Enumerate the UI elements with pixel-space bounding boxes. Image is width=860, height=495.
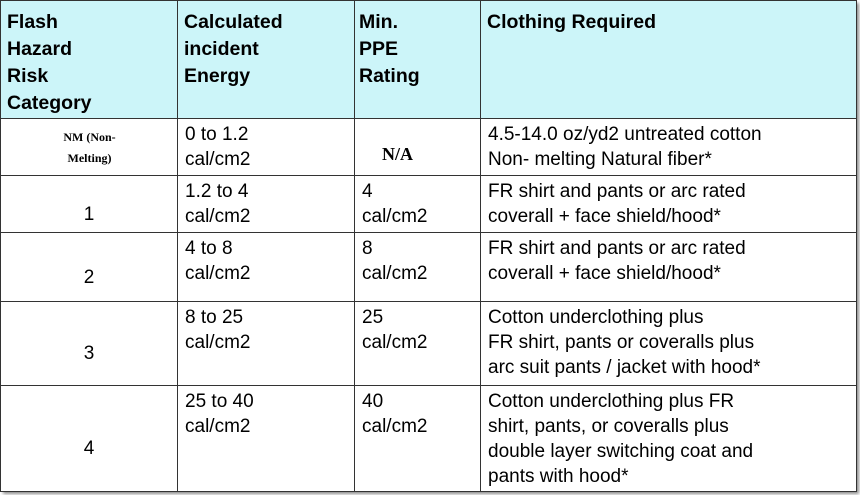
energy-cell: 0 to 1.2 cal/cm2 [178, 119, 355, 176]
category-cell: 2 [1, 233, 178, 302]
table-row [1, 233, 857, 302]
energy-cell: 25 to 40 cal/cm2 [178, 386, 355, 492]
category-cell: 1 [1, 176, 178, 233]
energy-cell: 8 to 25 cal/cm2 [178, 302, 355, 386]
energy-cell: 1.2 to 4 cal/cm2 [178, 176, 355, 233]
category-cell: NM (Non- Melting) [1, 119, 178, 176]
category-cell: 3 [1, 302, 178, 386]
ppe-cell: 4 cal/cm2 [355, 176, 481, 233]
clothing-cell: FR shirt and pants or arc rated coverall + face shield/hood* [481, 176, 857, 233]
header-min-ppe-rating: Min. PPE Rating [355, 1, 481, 119]
ppe-cell: N/A [355, 119, 481, 176]
table-row [1, 302, 857, 386]
header-calculated-incident-energy: Calculated incident Energy [178, 1, 355, 119]
table-row [1, 176, 857, 233]
energy-cell: 4 to 8 cal/cm2 [178, 233, 355, 302]
header-clothing-required: Clothing Required [481, 1, 857, 119]
header-row [1, 1, 857, 119]
table-row [1, 386, 857, 492]
category-cell: 4 [1, 386, 178, 492]
clothing-cell: Cotton underclothing plus FR shirt, pants, or coveralls plus double layer switching coat and pants with hood* [481, 386, 857, 492]
clothing-cell: 4.5-14.0 oz/yd2 untreated cotton Non- melting Natural fiber* [481, 119, 857, 176]
ppe-cell: 25 cal/cm2 [355, 302, 481, 386]
clothing-cell: Cotton underclothing plus FR shirt, pants or coveralls plus arc suit pants / jacket with hood* [481, 302, 857, 386]
table-row [1, 119, 857, 176]
ppe-cell: 40 cal/cm2 [355, 386, 481, 492]
header-flash-hazard-risk-category: Flash Hazard Risk Category [1, 1, 178, 119]
clothing-cell: FR shirt and pants or arc rated coverall + face shield/hood* [481, 233, 857, 302]
ppe-cell: 8 cal/cm2 [355, 233, 481, 302]
